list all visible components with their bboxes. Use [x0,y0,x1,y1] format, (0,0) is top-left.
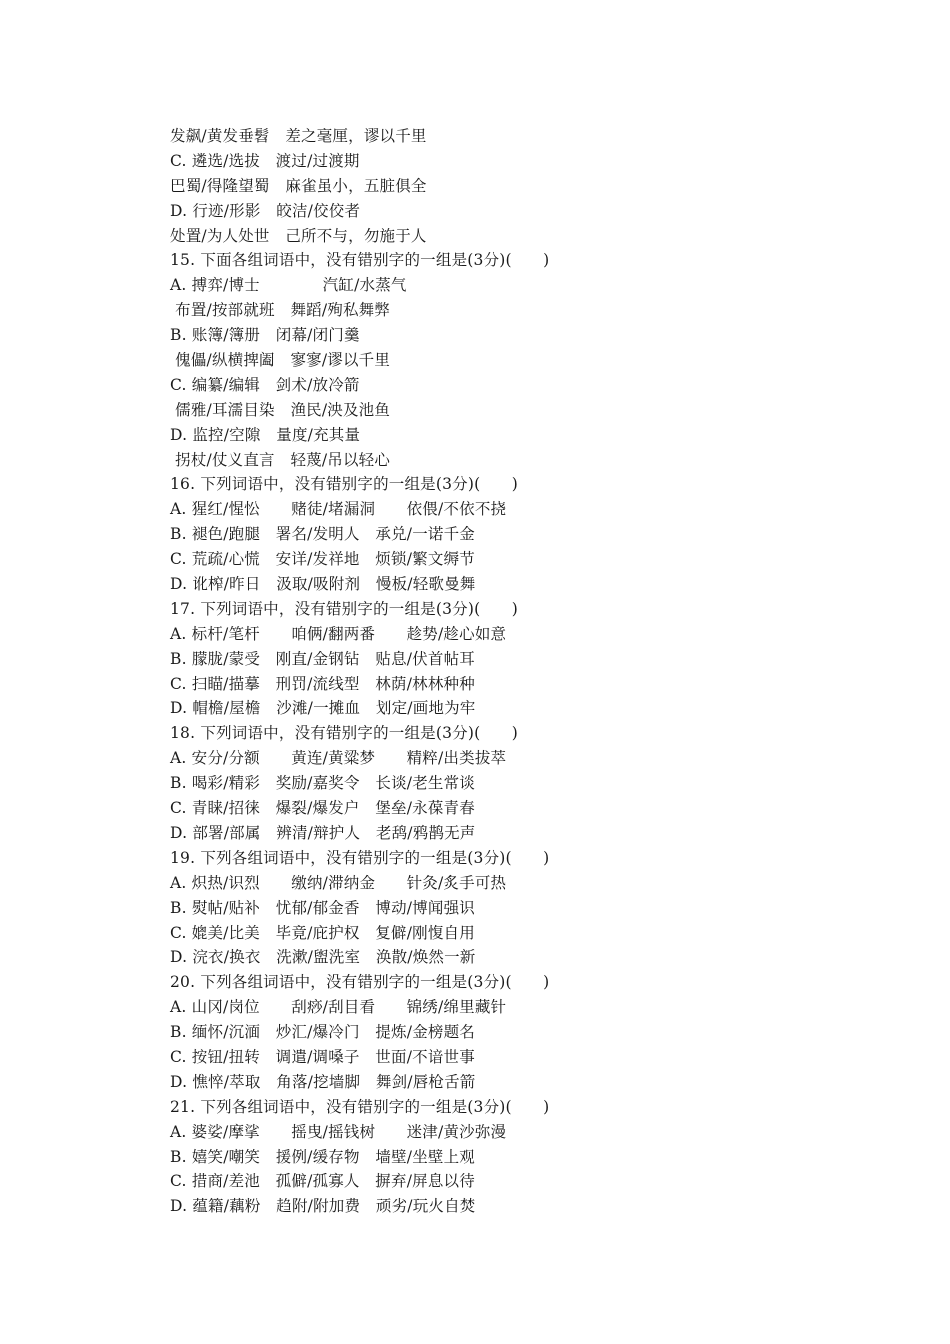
option-line: C. 青睐/招徕 爆裂/爆发户 堡垒/永葆青春 [170,799,475,818]
option-line: D. 浣衣/换衣 洗漱/盥洗室 涣散/焕然一新 [170,948,476,967]
text-line: 拐杖/仗义直言 轻蔑/吊以轻心 [170,450,391,469]
option-line: C. 编纂/编辑 剑术/放冷箭 [170,375,360,394]
option-line: D. 憔悴/萃取 角落/挖墙脚 舞剑/唇枪舌箭 [170,1072,476,1091]
question-17: 17. 下列词语中，没有错别字的一组是(3分)( ) [170,599,519,618]
text-line: 发飙/黄发垂髫 差之毫厘，谬以千里 [170,127,427,145]
option-line: B. 熨帖/贴补 忧郁/郁金香 博动/博闻强识 [170,898,476,917]
option-line: A. 山冈/岗位 刮痧/刮目看 锦绣/绵里藏针 [170,998,507,1017]
option-line: A. 猩红/惺忪 赌徒/堵漏洞 依偎/不依不挠 [170,500,507,519]
question-21: 21. 下列各组词语中，没有错别字的一组是(3分)( ) [170,1097,550,1116]
text-line: 处置/为人处世 己所不与，勿施于人 [170,226,427,245]
option-line: D. 行迹/形影 皎洁/佼佼者 [170,201,361,220]
option-line: A. 搏弈/博士 汽缸/水蒸气 [170,276,407,295]
option-line: B. 缅怀/沉湎 炒汇/爆冷门 提炼/金榜题名 [170,1023,476,1042]
option-line: D. 监控/空隙 量度/充其量 [170,425,361,444]
document-page [170,124,890,1219]
option-line: B. 褪色/跑腿 署名/发明人 承兑/一诺千金 [170,525,476,544]
text-line: 儒雅/耳濡目染 渔民/泱及池鱼 [170,400,391,419]
option-line: B. 朦胧/蒙受 刚直/金钢钻 贴息/伏首帖耳 [170,649,476,668]
option-line: C. 荒疏/心慌 安详/发祥地 烦锁/繁文缛节 [170,550,475,569]
option-line: C. 按钮/扭转 调遣/调嗓子 世面/不谙世事 [170,1047,475,1066]
option-line: D. 部署/部属 辨清/辩护人 老鸹/鸦鹊无声 [170,823,476,842]
text-line: 傀儡/纵横捭阖 寥寥/谬以千里 [170,351,391,370]
option-line: C. 媲美/比美 毕竟/庇护权 复僻/刚愎自用 [170,923,475,942]
question-16: 16. 下列词语中，没有错别字的一组是(3分)( ) [170,475,519,494]
option-line: B. 账簿/簿册 闭幕/闭门羹 [170,326,360,345]
option-line: C. 扫瞄/描摹 刑罚/流线型 林荫/林林种种 [170,674,475,693]
text-line: 布置/按部就班 舞蹈/殉私舞弊 [170,301,391,320]
option-line: A. 安分/分额 黄连/黄粱梦 精粹/出类拔萃 [170,749,507,768]
option-line: D. 帽檐/屋檐 沙滩/一摊血 划定/画地为牢 [170,699,476,718]
option-line: A. 炽热/识烈 缴纳/滞纳金 针灸/炙手可热 [170,873,507,892]
question-18: 18. 下列词语中，没有错别字的一组是(3分)( ) [170,724,519,743]
question-15: 15. 下面各组词语中，没有错别字的一组是(3分)( ) [170,251,550,270]
option-line: D. 讹榨/昨日 汲取/吸附剂 慢板/轻歌曼舞 [170,575,476,594]
option-line: B. 嬉笑/嘲笑 援例/缓存物 墙壁/坐壁上观 [170,1147,476,1166]
option-line: D. 蕴籍/藕粉 趋附/附加费 顽劣/玩火自焚 [170,1197,476,1216]
question-19: 19. 下列各组词语中，没有错别字的一组是(3分)( ) [170,848,550,867]
text-line: 巴蜀/得隆望蜀 麻雀虽小，五脏俱全 [170,176,427,195]
option-line: B. 喝彩/精彩 奖励/嘉奖令 长谈/老生常谈 [170,774,476,793]
option-line: A. 婆娑/摩挲 摇曳/摇钱树 迷津/黄沙弥漫 [170,1122,507,1141]
question-20: 20. 下列各组词语中，没有错别字的一组是(3分)( ) [170,973,550,992]
option-line: A. 标杆/笔杆 咱俩/翻两番 趁势/趁心如意 [170,624,507,643]
option-line: C. 遴选/选拔 渡过/过渡期 [170,151,360,170]
option-line: C. 措商/差池 孤僻/孤寡人 摒弃/屏息以待 [170,1172,475,1191]
